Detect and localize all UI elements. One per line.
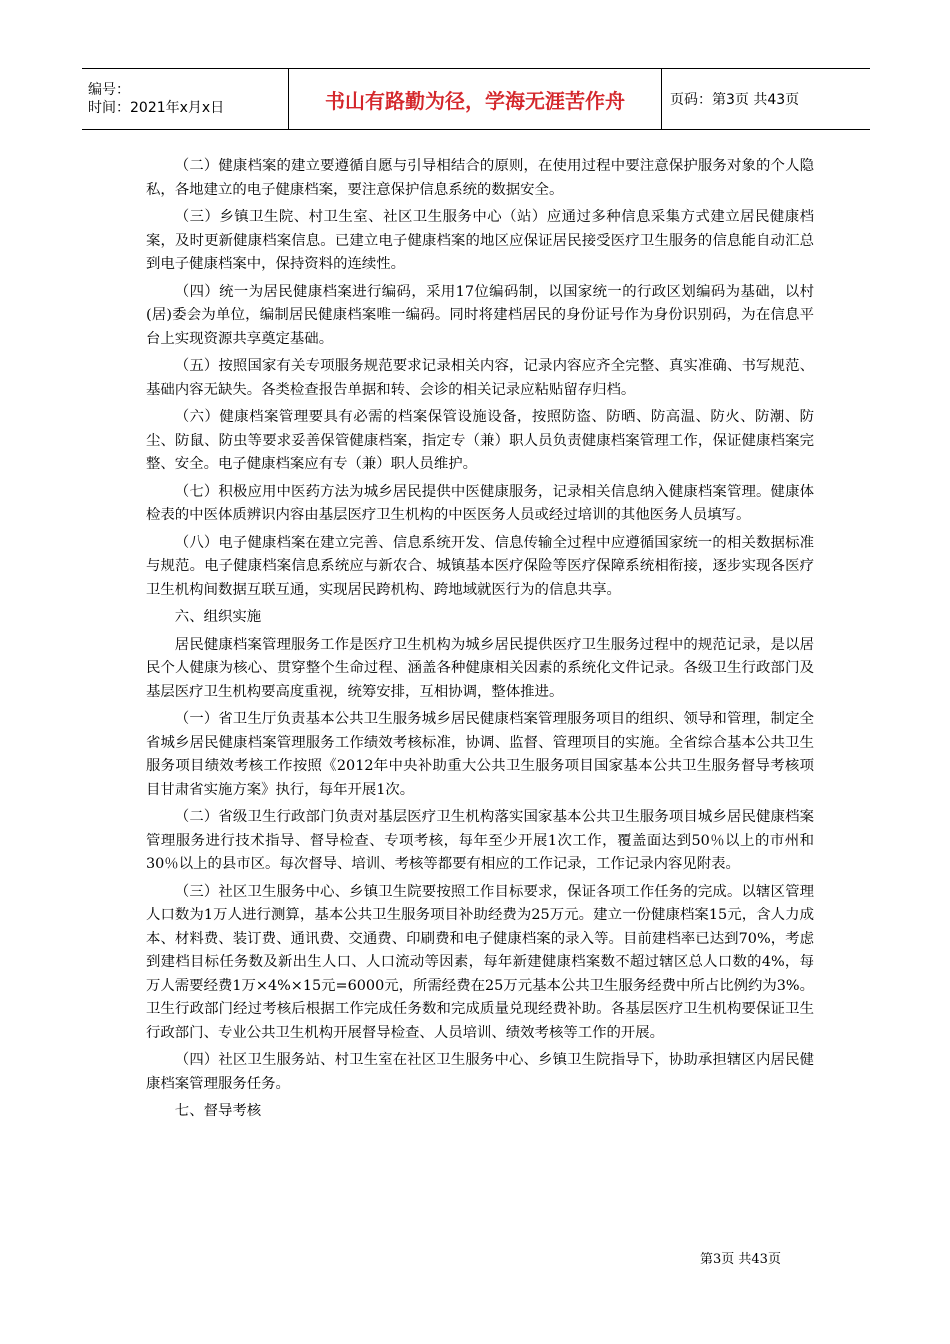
page-header bbox=[82, 68, 870, 130]
header-meta bbox=[82, 69, 289, 129]
section-6-item-4: （四）社区卫生服务站、村卫生室在社区卫生服务中心、乡镇卫生院指导下，协助承担辖区内居民健康档案管理服务任务。 bbox=[146, 1052, 814, 1092]
paragraph-3: （三）乡镇卫生院、村卫生室、社区卫生服务中心（站）应通过多种信息采集方式建立居民健康档案，及时更新健康档案信息。已建立电子健康档案的地区应保证居民接受医疗卫生服务的信息能自动汇总到电子健康档案中，保持资料的连续性。 bbox=[146, 209, 814, 272]
section-heading-7: 七、督导考核 bbox=[174, 1103, 262, 1119]
page-footer: 第3页 共43页 bbox=[700, 1252, 781, 1267]
section-heading-6: 六、组织实施 bbox=[174, 609, 262, 625]
header-page-cell bbox=[662, 69, 870, 129]
doc-time-label: 时间：2021年x月x日 bbox=[88, 100, 225, 116]
paragraph-2: （二）健康档案的建立要遵循自愿与引导相结合的原则，在使用过程中要注意保护服务对象的个人隐私，各地建立的电子健康档案，要注意保护信息系统的数据安全。 bbox=[146, 158, 814, 198]
doc-number-label: 编号： bbox=[88, 82, 130, 98]
paragraph-6: （六）健康档案管理要具有必需的档案保管设施设备，按照防盗、防晒、防高温、防火、防潮、防尘、防鼠、防虫等要求妥善保管健康档案，指定专（兼）职人员负责健康档案管理工作，保证健康档案完整、安全。电子健康档案应有专（兼）职人员维护。 bbox=[146, 409, 814, 472]
section-6-intro: 居民健康档案管理服务工作是医疗卫生机构为城乡居民提供医疗卫生服务过程中的规范记录，是以居民个人健康为核心、贯穿整个生命过程、涵盖各种健康相关因素的系统化文件记录。各级卫生行政部门及基层医疗卫生机构要高度重视，统筹安排，互相协调，整体推进。 bbox=[146, 636, 814, 700]
header-motto-cell bbox=[289, 69, 662, 129]
header-page-label: 页码：第3页 共43页 bbox=[670, 92, 800, 108]
section-6-item-1: （一）省卫生厅负责基本公共卫生服务城乡居民健康档案管理服务项目的组织、领导和管理，制定全省城乡居民健康档案管理服务工作绩效考核标准，协调、监督、管理项目的实施。全省综合基本公共卫生服务项目绩效考核工作按照《2012年中央补助重大公共卫生服务项目国家基本公共卫生服务督导考核项目甘肃省实施方案》执行，每年开展1次。 bbox=[146, 711, 814, 798]
document-body bbox=[146, 155, 814, 1128]
paragraph-5: （五）按照国家有关专项服务规范要求记录相关内容，记录内容应齐全完整、真实准确、书写规范、基础内容无缺失。各类检查报告单据和转、会诊的相关记录应粘贴留存归档。 bbox=[146, 358, 814, 398]
section-6-item-3: （三）社区卫生服务中心、乡镇卫生院要按照工作目标要求，保证各项工作任务的完成。以辖区管理人口数为1万人进行测算，基本公共卫生服务项目补助经费为25万元。建立一份健康档案15元，含人力成本、材料费、装订费、通讯费、交通费、印刷费和电子健康档案的录入等。目前建档率已达到70%，考虑到建档目标任务数及新出生人口、人口流动等因素，每年新建健康档案数不超过辖区总人口数的4%，每万人需要经费1万×4%×15元=6000元，所需经费在25万元基本公共卫生服务经费中所占比例约为3%。卫生行政部门经过考核后根据工作完成任务数和完成质量兑现经费补助。各基层医疗卫生机构要保证卫生行政部门、专业公共卫生机构开展督导检查、人员培训、绩效考核等工作的开展。 bbox=[146, 883, 814, 1041]
header-motto: 书山有路勤为径，学海无涯苦作舟 bbox=[325, 88, 625, 113]
section-6-item-2: （二）省级卫生行政部门负责对基层医疗卫生机构落实国家基本公共卫生服务项目城乡居民健康档案管理服务进行技术指导、督导检查、专项考核，每年至少开展1次工作，覆盖面达到50％以上的市州和30％以上的县市区。每次督导、培训、考核等都要有相应的工作记录，工作记录内容见附表。 bbox=[146, 809, 814, 872]
paragraph-8: （八）电子健康档案在建立完善、信息系统开发、信息传输全过程中应遵循国家统一的相关数据标准与规范。电子健康档案信息系统应与新农合、城镇基本医疗保险等医疗保障系统相衔接，逐步实现各医疗卫生机构间数据互联互通，实现居民跨机构、跨地域就医行为的信息共享。 bbox=[146, 534, 814, 598]
paragraph-4: （四）统一为居民健康档案进行编码，采用17位编码制，以国家统一的行政区划编码为基础，以村(居)委会为单位，编制居民健康档案唯一编码。同时将建档居民的身份证号作为身份识别码，为在信息平台上实现资源共享奠定基础。 bbox=[146, 283, 814, 347]
paragraph-7: （七）积极应用中医药方法为城乡居民提供中医健康服务，记录相关信息纳入健康档案管理。健康体检表的中医体质辨识内容由基层医疗卫生机构的中医医务人员或经过培训的其他医务人员填写。 bbox=[146, 483, 814, 523]
